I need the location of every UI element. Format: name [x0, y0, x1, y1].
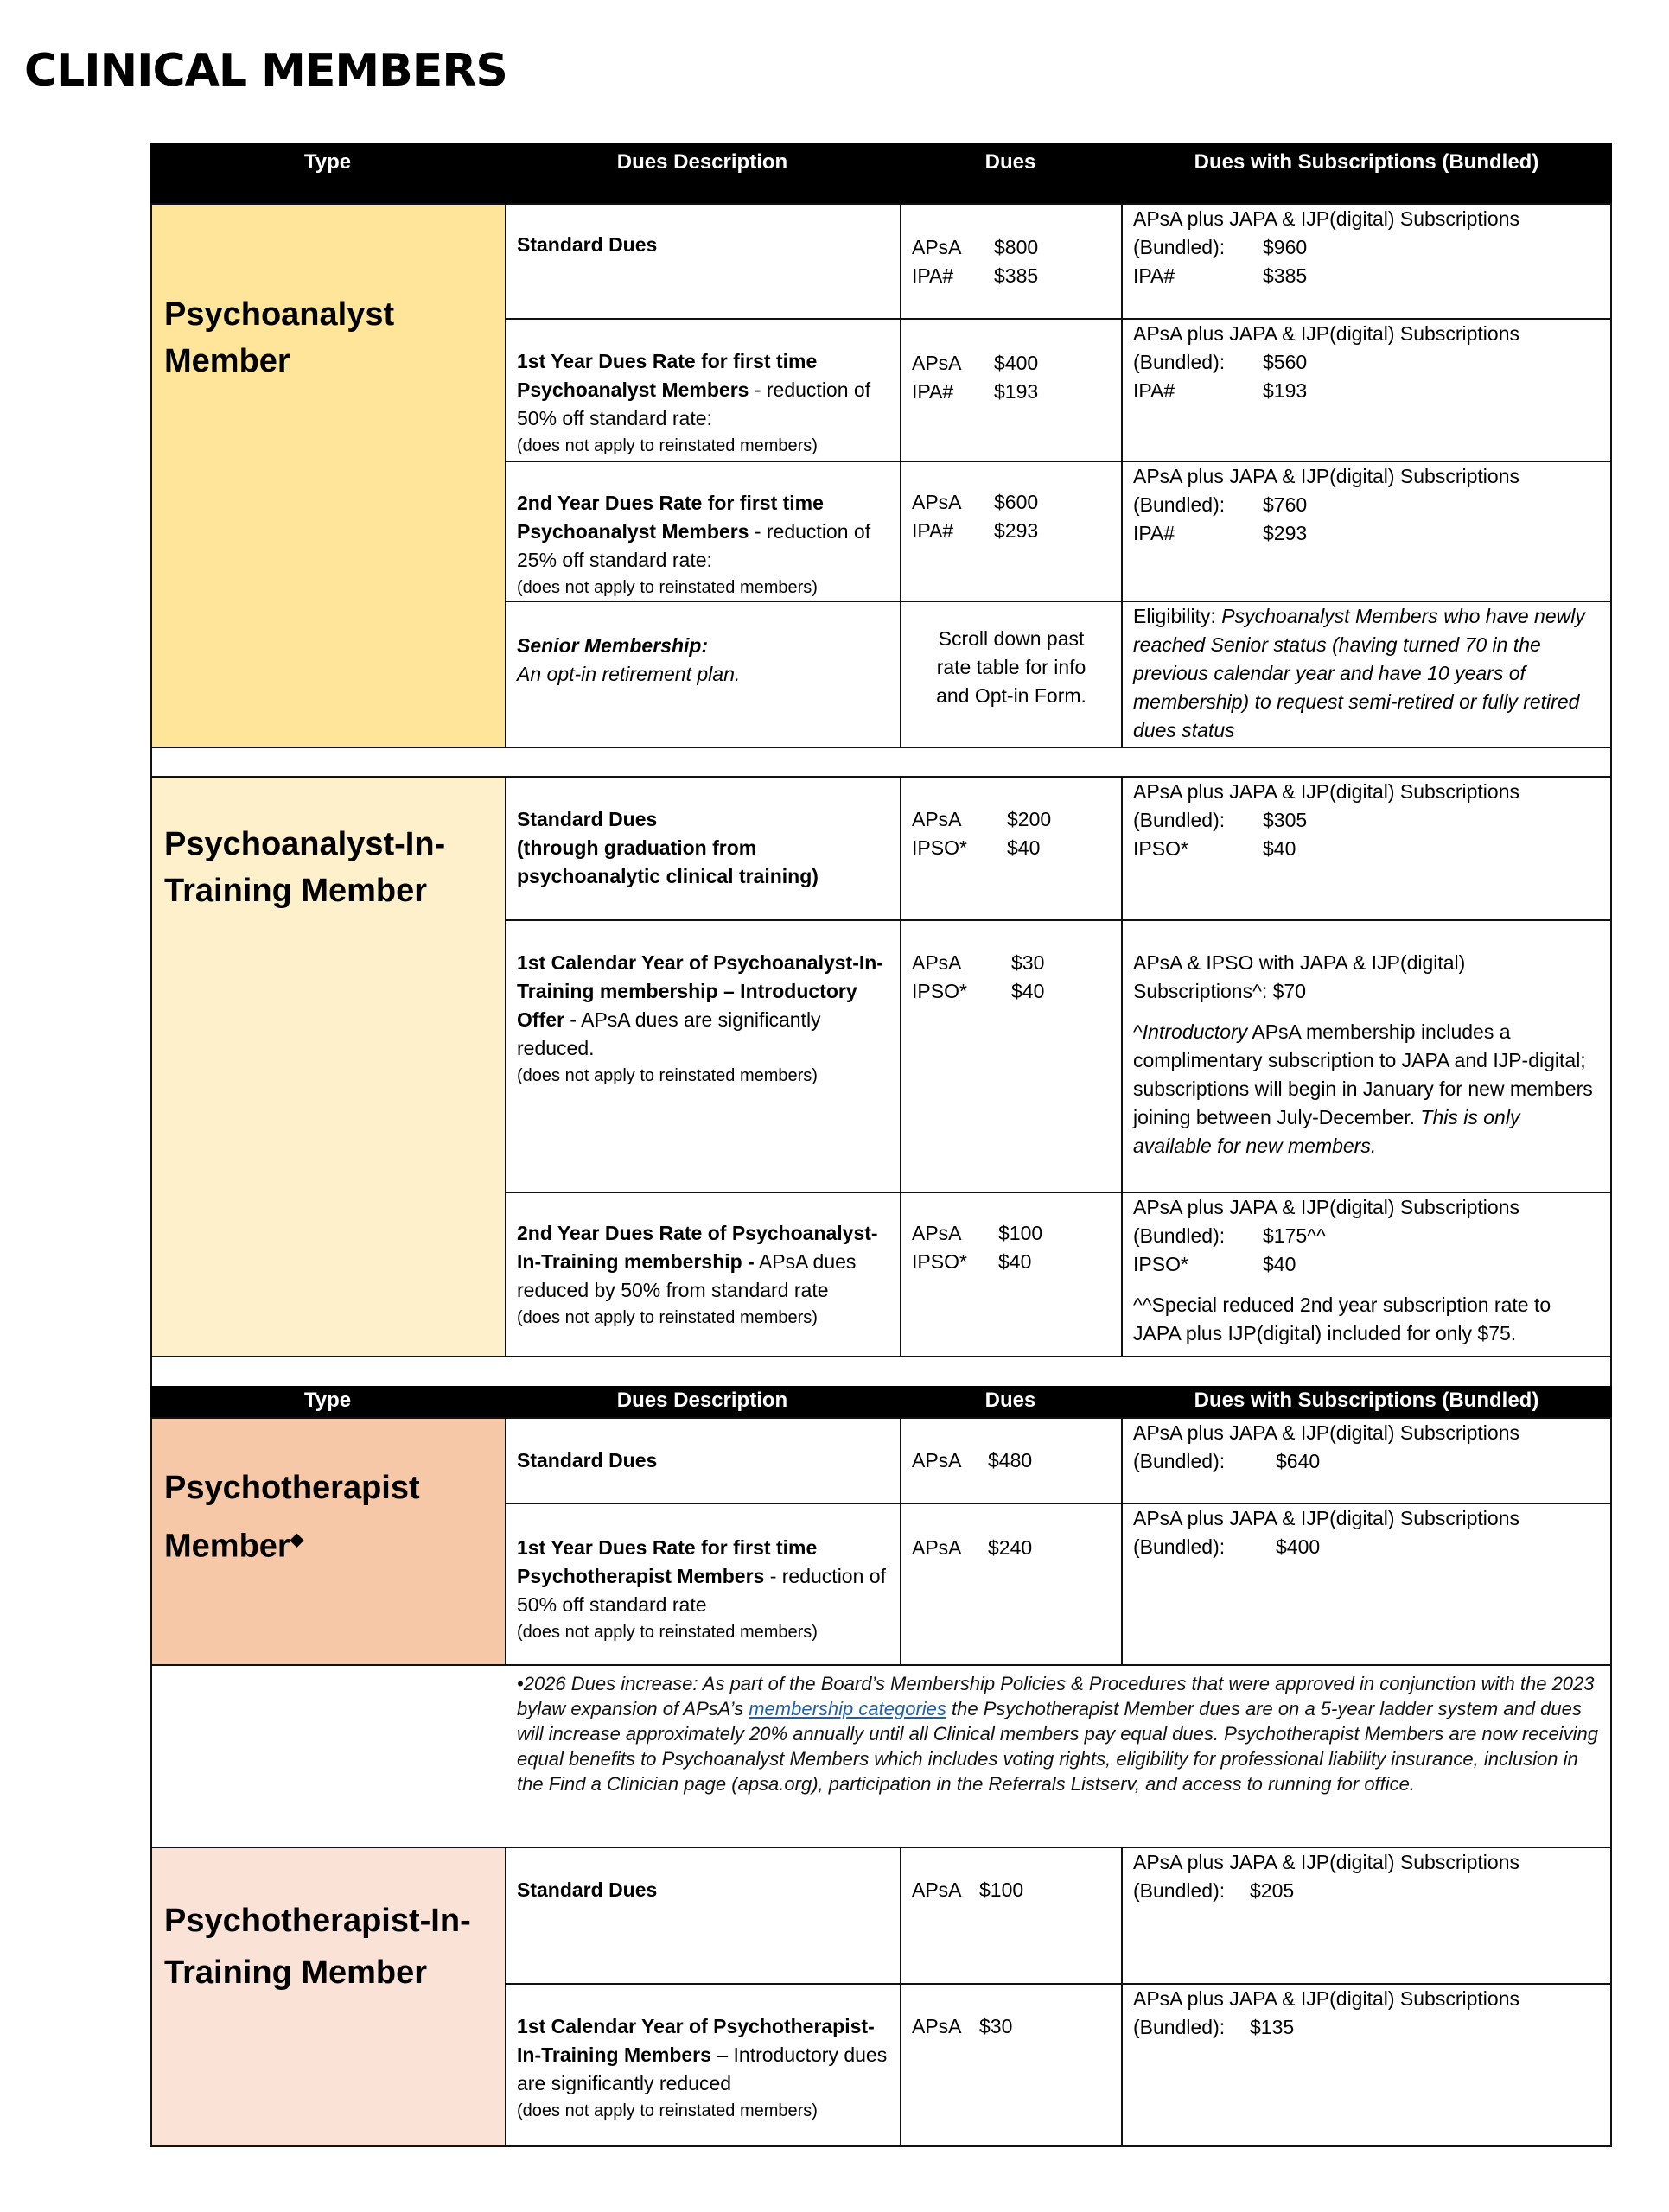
bundled-line — [1133, 233, 1600, 262]
type-label-line2: Member — [164, 1528, 290, 1565]
bundled-cell — [1121, 461, 1612, 602]
bundled-line — [1133, 1447, 1600, 1476]
type-label-line1: Psychotherapist — [164, 1470, 420, 1506]
dues-cell — [900, 776, 1123, 921]
page-title: CLINICAL MEMBERS — [24, 45, 507, 97]
bundled-cell — [1121, 919, 1612, 1193]
type-label-line2: Training Member — [164, 1955, 428, 1991]
bundled-label: IPA# — [1133, 522, 1175, 544]
bundled-label: (Bundled): — [1133, 1224, 1226, 1247]
dues-cell — [900, 1417, 1123, 1504]
bundled-label: IPSO* — [1133, 1253, 1188, 1275]
header-bundled: Dues with Subscriptions (Bundled) — [1194, 150, 1539, 174]
bundled-line — [1133, 2013, 1600, 2042]
org-label: APsA — [912, 951, 962, 974]
desc-cell — [505, 776, 901, 921]
type-label-line1: Psychoanalyst — [164, 296, 395, 333]
bundled-label: (Bundled): — [1133, 351, 1226, 373]
bundled-label: (Bundled): — [1133, 493, 1226, 516]
desc-note: (does not apply to reinstated members) — [517, 2101, 818, 2120]
header-type: Type — [303, 150, 352, 174]
bundled-label: IPA# — [1133, 264, 1175, 287]
org-label: APsA — [912, 2015, 962, 2037]
desc-title: Senior Membership: — [517, 634, 709, 657]
bundled-amount: $40 — [1263, 837, 1296, 860]
dues-amount: $30 — [1011, 951, 1045, 974]
bundled-label: IPA# — [1133, 379, 1175, 402]
dues-line — [912, 1446, 1111, 1475]
desc-text: APsA dues reduced by 50% from standard rate — [517, 1250, 857, 1301]
desc-cell — [505, 1983, 901, 2147]
dues-amount: $400 — [994, 352, 1039, 374]
dues-line — [912, 977, 1111, 1006]
special-rate-note: ^^Special reduced 2nd year subscription rate to JAPA plus IJP(digital) included for only $75. — [1133, 1294, 1551, 1344]
bundled-line — [1133, 491, 1600, 519]
desc-title-2: Psychotherapist Members — [517, 1565, 765, 1587]
footnote-text-1: •2026 Dues increase: As part of the Board’s Membership Policies & Procedures that were approved in conjunction with the 2023 bylaw expansion of APsA’s — [517, 1673, 1595, 1719]
dues-line — [912, 1876, 1111, 1904]
dues-line — [912, 233, 1111, 262]
dues-line — [912, 834, 1111, 862]
desc-title: Standard Dues — [517, 233, 658, 256]
type-label-line1: Psychoanalyst-In- — [164, 826, 446, 862]
bundled-cell-senior — [1121, 601, 1612, 748]
bundled-cell — [1121, 318, 1612, 462]
desc-cell — [505, 318, 901, 462]
type-label-line2: Training Member — [164, 873, 428, 909]
type-psychoanalyst-in-training-member — [150, 776, 506, 1357]
dues-line — [912, 349, 1111, 378]
dues-cell — [900, 1847, 1123, 1985]
bundled-line — [1133, 1877, 1600, 1905]
dues-line — [912, 2012, 1111, 2041]
membership-categories-link[interactable]: membership categories — [749, 1698, 946, 1719]
bundled-label: (Bundled): — [1133, 1879, 1226, 1902]
dues-amount: $30 — [979, 2015, 1013, 2037]
org-label: APsA — [912, 1449, 962, 1471]
dues-amount: $100 — [979, 1878, 1024, 1901]
senior-scroll-note: Scroll down past rate table for info and Opt-in Form. — [936, 627, 1086, 707]
section-spacer — [150, 747, 1612, 778]
diamond-footnote-icon: ◆ — [290, 1530, 304, 1549]
dues-amount: $40 — [1007, 836, 1041, 859]
dues-amount: $480 — [988, 1449, 1033, 1471]
dues-cell — [900, 318, 1123, 462]
org-label: APsA — [912, 491, 962, 513]
desc-text: - reduction of 50% off standard rate: — [517, 378, 871, 429]
type-label-line1: Psychotherapist-In- — [164, 1903, 471, 1939]
bundled-cell — [1121, 1503, 1612, 1666]
desc-text: - reduction of 50% off standard rate — [517, 1565, 886, 1616]
bundled-amount: $293 — [1263, 522, 1308, 544]
bundled-line — [1133, 348, 1600, 377]
bundled-amount: $40 — [1263, 1253, 1296, 1275]
bundled-label: (Bundled): — [1133, 809, 1226, 831]
dues-amount: $100 — [998, 1222, 1043, 1244]
dues-amount: $800 — [994, 235, 1039, 258]
type-psychoanalyst-member — [150, 203, 506, 748]
bundled-line — [1133, 1222, 1600, 1250]
org-label: IPSO* — [912, 980, 967, 1002]
desc-note: (does not apply to reinstated members) — [517, 1623, 818, 1642]
dues-cell — [900, 203, 1123, 320]
desc-cell — [505, 1847, 901, 1985]
desc-title: 1st Year Dues Rate for first time — [517, 350, 818, 372]
bundled-title: APsA plus JAPA & IJP(digital) Subscriptions — [1133, 1851, 1519, 1873]
dues-cell-senior — [900, 601, 1123, 748]
desc-cell — [505, 203, 901, 320]
bundled-cell — [1121, 1417, 1612, 1504]
dues-amount: $40 — [998, 1250, 1032, 1273]
desc-title: 2nd Year Dues Rate of Psychoanalyst-In-Training membership - — [517, 1222, 878, 1273]
dues-amount: $200 — [1007, 808, 1052, 830]
note-text: APsA membership includes a complimentary subscription to JAPA and IJP-digital; subscriptions will begin in January for new members joining between July-December. — [1133, 1020, 1593, 1128]
bundled-title: APsA plus JAPA & IJP(digital) Subscriptions — [1133, 207, 1519, 230]
bundled-title: APsA plus JAPA & IJP(digital) Subscriptions — [1133, 1421, 1519, 1444]
desc-text: An opt-in retirement plan. — [517, 663, 741, 685]
dues-line — [912, 378, 1111, 406]
desc-cell — [505, 1192, 901, 1357]
psychotherapist-footnote — [517, 1671, 1602, 1796]
dues-amount: $40 — [1011, 980, 1045, 1002]
dues-line — [912, 1219, 1111, 1248]
bundled-line — [1133, 1250, 1600, 1279]
dues-cell — [900, 919, 1123, 1193]
desc-title: 1st Calendar Year of Psychoanalyst-In-Training membership – Introductory Offer — [517, 951, 883, 1031]
desc-note: (does not apply to reinstated members) — [517, 1308, 818, 1327]
header-dues: Dues — [984, 150, 1036, 174]
bundled-amount: $193 — [1263, 379, 1308, 402]
dues-cell — [900, 1983, 1123, 2147]
org-label: IPA# — [912, 264, 954, 287]
bundled-title: APsA plus JAPA & IJP(digital) Subscriptions — [1133, 465, 1519, 487]
desc-title: Standard Dues — [517, 1449, 658, 1471]
desc-note: (does not apply to reinstated members) — [517, 436, 818, 455]
dues-cell — [900, 1192, 1123, 1357]
org-label: APsA — [912, 808, 962, 830]
bundled-title: APsA plus JAPA & IJP(digital) Subscriptions — [1133, 1507, 1519, 1529]
desc-title: 1st Year Dues Rate for first time — [517, 1536, 818, 1559]
note-marker: ^ — [1133, 1020, 1143, 1043]
bundled-line — [1133, 1533, 1600, 1561]
header-dues-description: Dues Description — [616, 1389, 788, 1412]
bundled-amount: $560 — [1263, 351, 1308, 373]
section-spacer — [150, 1356, 1612, 1388]
desc-title: 2nd Year Dues Rate for first time — [517, 492, 824, 514]
dues-amount: $600 — [994, 491, 1039, 513]
desc-cell — [505, 461, 901, 602]
bundled-amount: $305 — [1263, 809, 1308, 831]
desc-title-2: Psychoanalyst Members — [517, 378, 749, 401]
org-label: APsA — [912, 352, 962, 374]
dues-cell — [900, 1503, 1123, 1666]
dues-line — [912, 805, 1111, 834]
org-label: IPA# — [912, 519, 954, 542]
dues-amount: $293 — [994, 519, 1039, 542]
dues-amount: $193 — [994, 380, 1039, 403]
footnote-text-2: the Psychotherapist Member dues are on a 5-year ladder system and dues will increase approximately 20% annually until all Clinical members pay equal dues. Psychotherapist Members are now receiving equal benefits to Psychoanalyst Members which includes voting rights, eligibility for professional liability insurance, inclusion in the Find a Clinician page (apsa.org), participation in the Referrals Listserv, and access to running for office. — [517, 1698, 1598, 1795]
desc-subtitle: (through graduation from psychoanalytic clinical training) — [517, 836, 819, 887]
desc-title: Standard Dues — [517, 1878, 658, 1901]
note-italic: Introductory — [1142, 1020, 1248, 1043]
bundled-amount: $205 — [1250, 1879, 1295, 1902]
bundled-amount: $640 — [1276, 1450, 1321, 1472]
dues-line — [912, 1534, 1111, 1562]
eligibility-label: Eligibility: — [1133, 605, 1222, 627]
table-header-2 — [150, 1386, 1612, 1417]
desc-note: (does not apply to reinstated members) — [517, 578, 818, 597]
dues-cell — [900, 461, 1123, 602]
bundled-amount: $385 — [1263, 264, 1308, 287]
bundled-line — [1133, 519, 1600, 548]
desc-cell — [505, 919, 901, 1193]
introductory-note — [1133, 1018, 1600, 1160]
bundled-line — [1133, 377, 1600, 405]
dues-line — [912, 949, 1111, 977]
desc-title-2: Psychoanalyst Members — [517, 520, 749, 543]
note-italic-end: This is only available for new members. — [1133, 1106, 1520, 1157]
header-type: Type — [303, 1389, 352, 1412]
type-label-line2: Member — [164, 343, 290, 379]
type-psychotherapist-member — [150, 1417, 506, 1666]
org-label: APsA — [912, 1222, 962, 1244]
bundled-title: APsA plus JAPA & IJP(digital) Subscriptions — [1133, 1987, 1519, 2010]
desc-note: (does not apply to reinstated members) — [517, 1066, 818, 1085]
eligibility-text: Psychoanalyst Members who have newly reached Senior status (having turned 70 in the previous calendar year and have 10 years of membership) to request semi-retired or fully retired dues status — [1133, 605, 1585, 741]
org-label: APsA — [912, 1878, 962, 1901]
desc-cell-senior — [505, 601, 901, 748]
desc-text: - reduction of 25% off standard rate: — [517, 520, 871, 571]
bundled-label: (Bundled): — [1133, 1535, 1226, 1558]
bundled-cell — [1121, 776, 1612, 921]
desc-title: 1st Calendar Year of Psychotherapist-In-Training Members — [517, 2015, 875, 2066]
desc-title: Standard Dues — [517, 808, 658, 830]
dues-line — [912, 1248, 1111, 1276]
header-dues-description: Dues Description — [616, 150, 788, 174]
org-label: IPA# — [912, 380, 954, 403]
bundled-line — [1133, 835, 1600, 863]
bundled-label: (Bundled): — [1133, 236, 1226, 258]
bundled-amount: $760 — [1263, 493, 1308, 516]
bundled-title: APsA plus JAPA & IJP(digital) Subscriptions — [1133, 1196, 1519, 1218]
bundled-cell — [1121, 1192, 1612, 1357]
bundled-label: IPSO* — [1133, 837, 1188, 860]
dues-amount: $385 — [994, 264, 1039, 287]
desc-text: – Introductory dues are significantly reduced — [517, 2044, 888, 2094]
dues-amount: $240 — [988, 1536, 1033, 1559]
bundled-label: (Bundled): — [1133, 2016, 1226, 2038]
bundled-amount: $135 — [1250, 2016, 1295, 2038]
header-bundled: Dues with Subscriptions (Bundled) — [1194, 1389, 1539, 1412]
bundled-cell — [1121, 203, 1612, 320]
bundled-line — [1133, 806, 1600, 835]
desc-text: - APsA dues are significantly reduced. — [517, 1008, 821, 1059]
bundled-line — [1133, 262, 1600, 290]
org-label: IPSO* — [912, 836, 967, 859]
bundled-cell — [1121, 1983, 1612, 2147]
org-label: APsA — [912, 235, 962, 258]
bundled-amount: $960 — [1263, 236, 1308, 258]
bundled-title: APsA & IPSO with JAPA & IJP(digital) Subscriptions^: $70 — [1133, 951, 1466, 1002]
table-header — [150, 143, 1612, 203]
bundled-cell — [1121, 1847, 1612, 1985]
dues-line — [912, 517, 1111, 545]
header-dues: Dues — [984, 1389, 1036, 1412]
bundled-title: APsA plus JAPA & IJP(digital) Subscriptions — [1133, 780, 1519, 803]
desc-cell — [505, 1417, 901, 1504]
desc-cell — [505, 1503, 901, 1666]
org-label: APsA — [912, 1536, 962, 1559]
bundled-amount: $175^^ — [1263, 1224, 1326, 1247]
org-label: IPSO* — [912, 1250, 967, 1273]
dues-line — [912, 488, 1111, 517]
dues-line — [912, 262, 1111, 290]
bundled-title: APsA plus JAPA & IJP(digital) Subscriptions — [1133, 322, 1519, 345]
type-psychotherapist-in-training-member — [150, 1847, 506, 2147]
bundled-amount: $400 — [1276, 1535, 1321, 1558]
bundled-label: (Bundled): — [1133, 1450, 1226, 1472]
